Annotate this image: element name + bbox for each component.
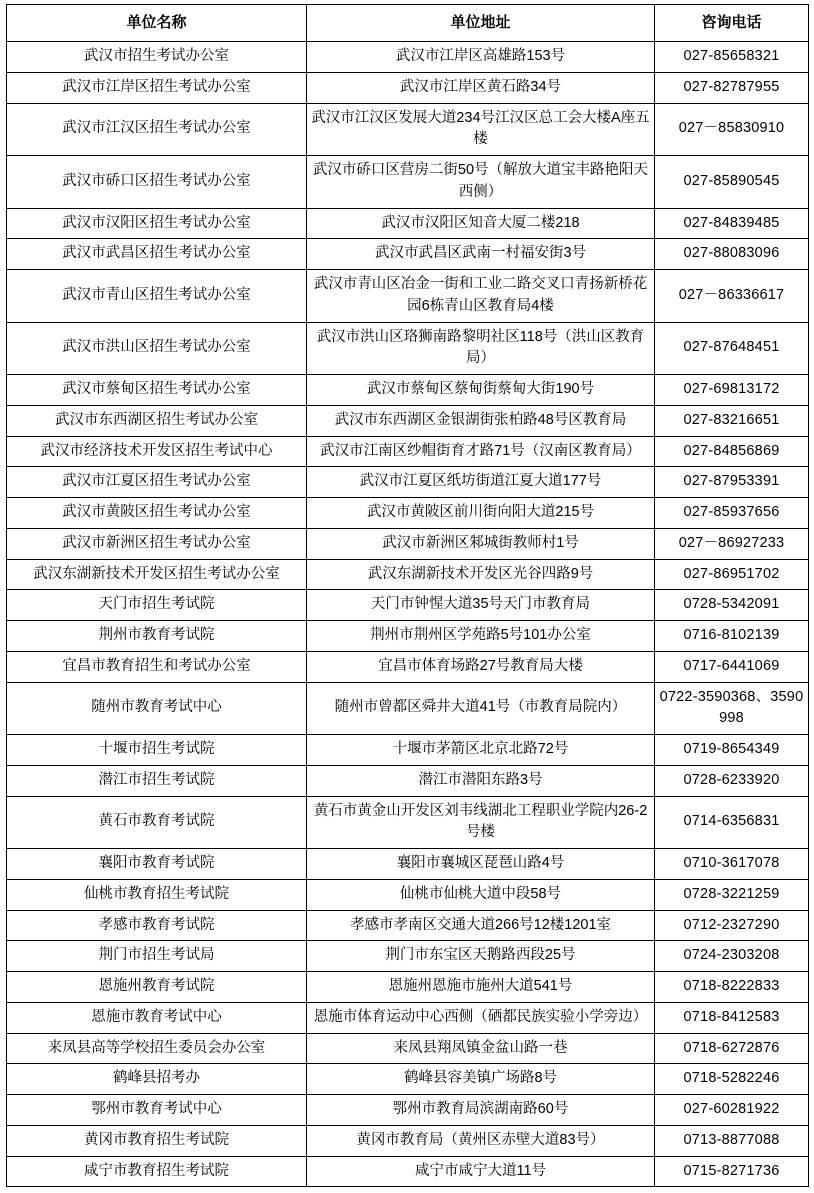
table-body — [7, 42, 809, 1187]
cell-unit-phone: 0728-5342091 — [655, 590, 809, 621]
table-row — [7, 941, 809, 972]
table-row — [7, 72, 809, 103]
cell-unit-address: 潜江市潜阳东路3号 — [307, 765, 655, 796]
table-row — [7, 42, 809, 73]
cell-unit-phone: 0724-2303208 — [655, 941, 809, 972]
table-row — [7, 103, 809, 156]
cell-unit-address: 武汉市新洲区邾城街教师村1号 — [307, 528, 655, 559]
cell-unit-phone: 0718-6272876 — [655, 1033, 809, 1064]
table-header-row — [7, 5, 809, 42]
cell-unit-phone: 0713-8877088 — [655, 1125, 809, 1156]
cell-unit-phone: 0728-6233920 — [655, 765, 809, 796]
cell-unit-name: 武汉市武昌区招生考试办公室 — [7, 239, 307, 270]
table-row — [7, 590, 809, 621]
table-row — [7, 682, 809, 735]
cell-unit-phone: 027-84839485 — [655, 208, 809, 239]
cell-unit-name: 恩施州教育考试院 — [7, 972, 307, 1003]
cell-unit-phone: 0719-8654349 — [655, 735, 809, 766]
cell-unit-phone: 027-82787955 — [655, 72, 809, 103]
table-row — [7, 765, 809, 796]
table-row — [7, 735, 809, 766]
cell-unit-name: 武汉市江汉区招生考试办公室 — [7, 103, 307, 156]
cell-unit-phone: 027-85937656 — [655, 498, 809, 529]
cell-unit-address: 黄石市黄金山开发区刘韦线湖北工程职业学院内26-2号楼 — [307, 796, 655, 849]
cell-unit-address: 襄阳市襄城区琵琶山路4号 — [307, 849, 655, 880]
cell-unit-name: 武汉市硚口区招生考试办公室 — [7, 156, 307, 209]
cell-unit-address: 武汉市黄陂区前川街向阳大道215号 — [307, 498, 655, 529]
table-row — [7, 972, 809, 1003]
cell-unit-name: 武汉市青山区招生考试办公室 — [7, 270, 307, 323]
cell-unit-phone: 027-85890545 — [655, 156, 809, 209]
table-row — [7, 1156, 809, 1187]
cell-unit-phone: 027-86951702 — [655, 559, 809, 590]
table-header — [7, 5, 809, 42]
table-row — [7, 436, 809, 467]
cell-unit-phone: 027-69813172 — [655, 375, 809, 406]
cell-unit-address: 随州市曾都区舜井大道41号（市教育局院内） — [307, 682, 655, 735]
cell-unit-phone: 0714-6356831 — [655, 796, 809, 849]
table-row — [7, 1095, 809, 1126]
cell-unit-name: 武汉市江岸区招生考试办公室 — [7, 72, 307, 103]
table-row — [7, 322, 809, 375]
table-row — [7, 239, 809, 270]
cell-unit-name: 武汉市蔡甸区招生考试办公室 — [7, 375, 307, 406]
cell-unit-name: 仙桃市教育招生考试院 — [7, 879, 307, 910]
table-row — [7, 879, 809, 910]
cell-unit-name: 武汉市江夏区招生考试办公室 — [7, 467, 307, 498]
cell-unit-address: 孝感市孝南区交通大道266号12楼1201室 — [307, 910, 655, 941]
cell-unit-phone: 0718-8222833 — [655, 972, 809, 1003]
cell-unit-address: 武汉市江汉区发展大道234号江汉区总工会大楼A座五楼 — [307, 103, 655, 156]
cell-unit-phone: 0712-2327290 — [655, 910, 809, 941]
cell-unit-address: 武汉市江岸区高雄路153号 — [307, 42, 655, 73]
cell-unit-phone: 0718-5282246 — [655, 1064, 809, 1095]
cell-unit-name: 襄阳市教育考试院 — [7, 849, 307, 880]
cell-unit-phone: 027-87648451 — [655, 322, 809, 375]
cell-unit-phone: 0717-6441069 — [655, 651, 809, 682]
cell-unit-address: 武汉市青山区冶金一街和工业二路交叉口青扬新桥花园6栋青山区教育局4楼 — [307, 270, 655, 323]
cell-unit-address: 武汉东湖新技术开发区光谷四路9号 — [307, 559, 655, 590]
cell-unit-name: 武汉市汉阳区招生考试办公室 — [7, 208, 307, 239]
table-row — [7, 405, 809, 436]
table-row — [7, 270, 809, 323]
cell-unit-name: 天门市招生考试院 — [7, 590, 307, 621]
cell-unit-name: 武汉市新洲区招生考试办公室 — [7, 528, 307, 559]
column-header-name: 单位名称 — [7, 5, 307, 42]
table-row — [7, 1125, 809, 1156]
column-header-phone: 咨询电话 — [655, 5, 809, 42]
cell-unit-phone: 0722-3590368、3590998 — [655, 682, 809, 735]
cell-unit-phone: 027-60281922 — [655, 1095, 809, 1126]
table-row — [7, 375, 809, 406]
cell-unit-name: 武汉市黄陂区招生考试办公室 — [7, 498, 307, 529]
cell-unit-name: 武汉东湖新技术开发区招生考试办公室 — [7, 559, 307, 590]
cell-unit-address: 恩施市体育运动中心西侧（硒都民族实验小学旁边） — [307, 1002, 655, 1033]
cell-unit-name: 潜江市招生考试院 — [7, 765, 307, 796]
cell-unit-phone: 027-88083096 — [655, 239, 809, 270]
cell-unit-name: 鹤峰县招考办 — [7, 1064, 307, 1095]
cell-unit-phone: 027－86927233 — [655, 528, 809, 559]
table-row — [7, 1002, 809, 1033]
cell-unit-address: 鄂州市教育局滨湖南路60号 — [307, 1095, 655, 1126]
cell-unit-phone: 027-83216651 — [655, 405, 809, 436]
cell-unit-name: 咸宁市教育招生考试院 — [7, 1156, 307, 1187]
cell-unit-phone: 027－86336617 — [655, 270, 809, 323]
column-header-address: 单位地址 — [307, 5, 655, 42]
cell-unit-phone: 027-85658321 — [655, 42, 809, 73]
cell-unit-address: 荆门市东宝区天鹅路西段25号 — [307, 941, 655, 972]
table-row — [7, 559, 809, 590]
cell-unit-name: 宜昌市教育招生和考试办公室 — [7, 651, 307, 682]
cell-unit-phone: 027-87953391 — [655, 467, 809, 498]
cell-unit-address: 黄冈市教育局（黄州区赤壁大道83号） — [307, 1125, 655, 1156]
cell-unit-address: 武汉市东西湖区金银湖街张柏路48号区教育局 — [307, 405, 655, 436]
table-row — [7, 528, 809, 559]
cell-unit-address: 武汉市江岸区黄石路34号 — [307, 72, 655, 103]
table-row — [7, 796, 809, 849]
cell-unit-address: 武汉市蔡甸区蔡甸街蔡甸大街190号 — [307, 375, 655, 406]
cell-unit-phone: 0710-3617078 — [655, 849, 809, 880]
cell-unit-name: 武汉市东西湖区招生考试办公室 — [7, 405, 307, 436]
cell-unit-phone: 027－85830910 — [655, 103, 809, 156]
cell-unit-address: 鹤峰县容美镇广场路8号 — [307, 1064, 655, 1095]
cell-unit-name: 鄂州市教育考试中心 — [7, 1095, 307, 1126]
cell-unit-name: 随州市教育考试中心 — [7, 682, 307, 735]
cell-unit-name: 恩施市教育考试中心 — [7, 1002, 307, 1033]
table-row — [7, 156, 809, 209]
cell-unit-phone: 027-84856869 — [655, 436, 809, 467]
cell-unit-name: 十堰市招生考试院 — [7, 735, 307, 766]
table-row — [7, 621, 809, 652]
cell-unit-address: 武汉市汉阳区知音大厦二楼218 — [307, 208, 655, 239]
contact-table — [6, 4, 809, 1187]
cell-unit-address: 十堰市茅箭区北京北路72号 — [307, 735, 655, 766]
cell-unit-name: 孝感市教育考试院 — [7, 910, 307, 941]
cell-unit-address: 武汉市硚口区营房二街50号（解放大道宝丰路艳阳天西侧） — [307, 156, 655, 209]
cell-unit-name: 荆州市教育考试院 — [7, 621, 307, 652]
cell-unit-phone: 0715-8271736 — [655, 1156, 809, 1187]
cell-unit-phone: 0716-8102139 — [655, 621, 809, 652]
table-row — [7, 849, 809, 880]
cell-unit-phone: 0728-3221259 — [655, 879, 809, 910]
table-row — [7, 651, 809, 682]
cell-unit-name: 黄石市教育考试院 — [7, 796, 307, 849]
cell-unit-phone: 0718-8412583 — [655, 1002, 809, 1033]
table-row — [7, 467, 809, 498]
cell-unit-address: 荆州市荆州区学苑路5号101办公室 — [307, 621, 655, 652]
table-row — [7, 1064, 809, 1095]
cell-unit-address: 宜昌市体育场路27号教育局大楼 — [307, 651, 655, 682]
cell-unit-name: 来凤县高等学校招生委员会办公室 — [7, 1033, 307, 1064]
cell-unit-address: 咸宁市咸宁大道11号 — [307, 1156, 655, 1187]
cell-unit-address: 武汉市洪山区珞狮南路黎明社区118号（洪山区教育局） — [307, 322, 655, 375]
cell-unit-address: 来凤县翔凤镇金盆山路一巷 — [307, 1033, 655, 1064]
cell-unit-address: 武汉市武昌区武南一村福安街3号 — [307, 239, 655, 270]
cell-unit-address: 仙桃市仙桃大道中段58号 — [307, 879, 655, 910]
cell-unit-name: 武汉市经济技术开发区招生考试中心 — [7, 436, 307, 467]
cell-unit-address: 武汉市江夏区纸坊街道江夏大道177号 — [307, 467, 655, 498]
cell-unit-name: 荆门市招生考试局 — [7, 941, 307, 972]
cell-unit-address: 恩施州恩施市施州大道541号 — [307, 972, 655, 1003]
cell-unit-name: 武汉市招生考试办公室 — [7, 42, 307, 73]
cell-unit-name: 武汉市洪山区招生考试办公室 — [7, 322, 307, 375]
table-row — [7, 208, 809, 239]
table-row — [7, 1033, 809, 1064]
cell-unit-address: 天门市钟惺大道35号天门市教育局 — [307, 590, 655, 621]
cell-unit-address: 武汉市江南区纱帽街育才路71号（汉南区教育局） — [307, 436, 655, 467]
cell-unit-name: 黄冈市教育招生考试院 — [7, 1125, 307, 1156]
table-row — [7, 910, 809, 941]
table-row — [7, 498, 809, 529]
